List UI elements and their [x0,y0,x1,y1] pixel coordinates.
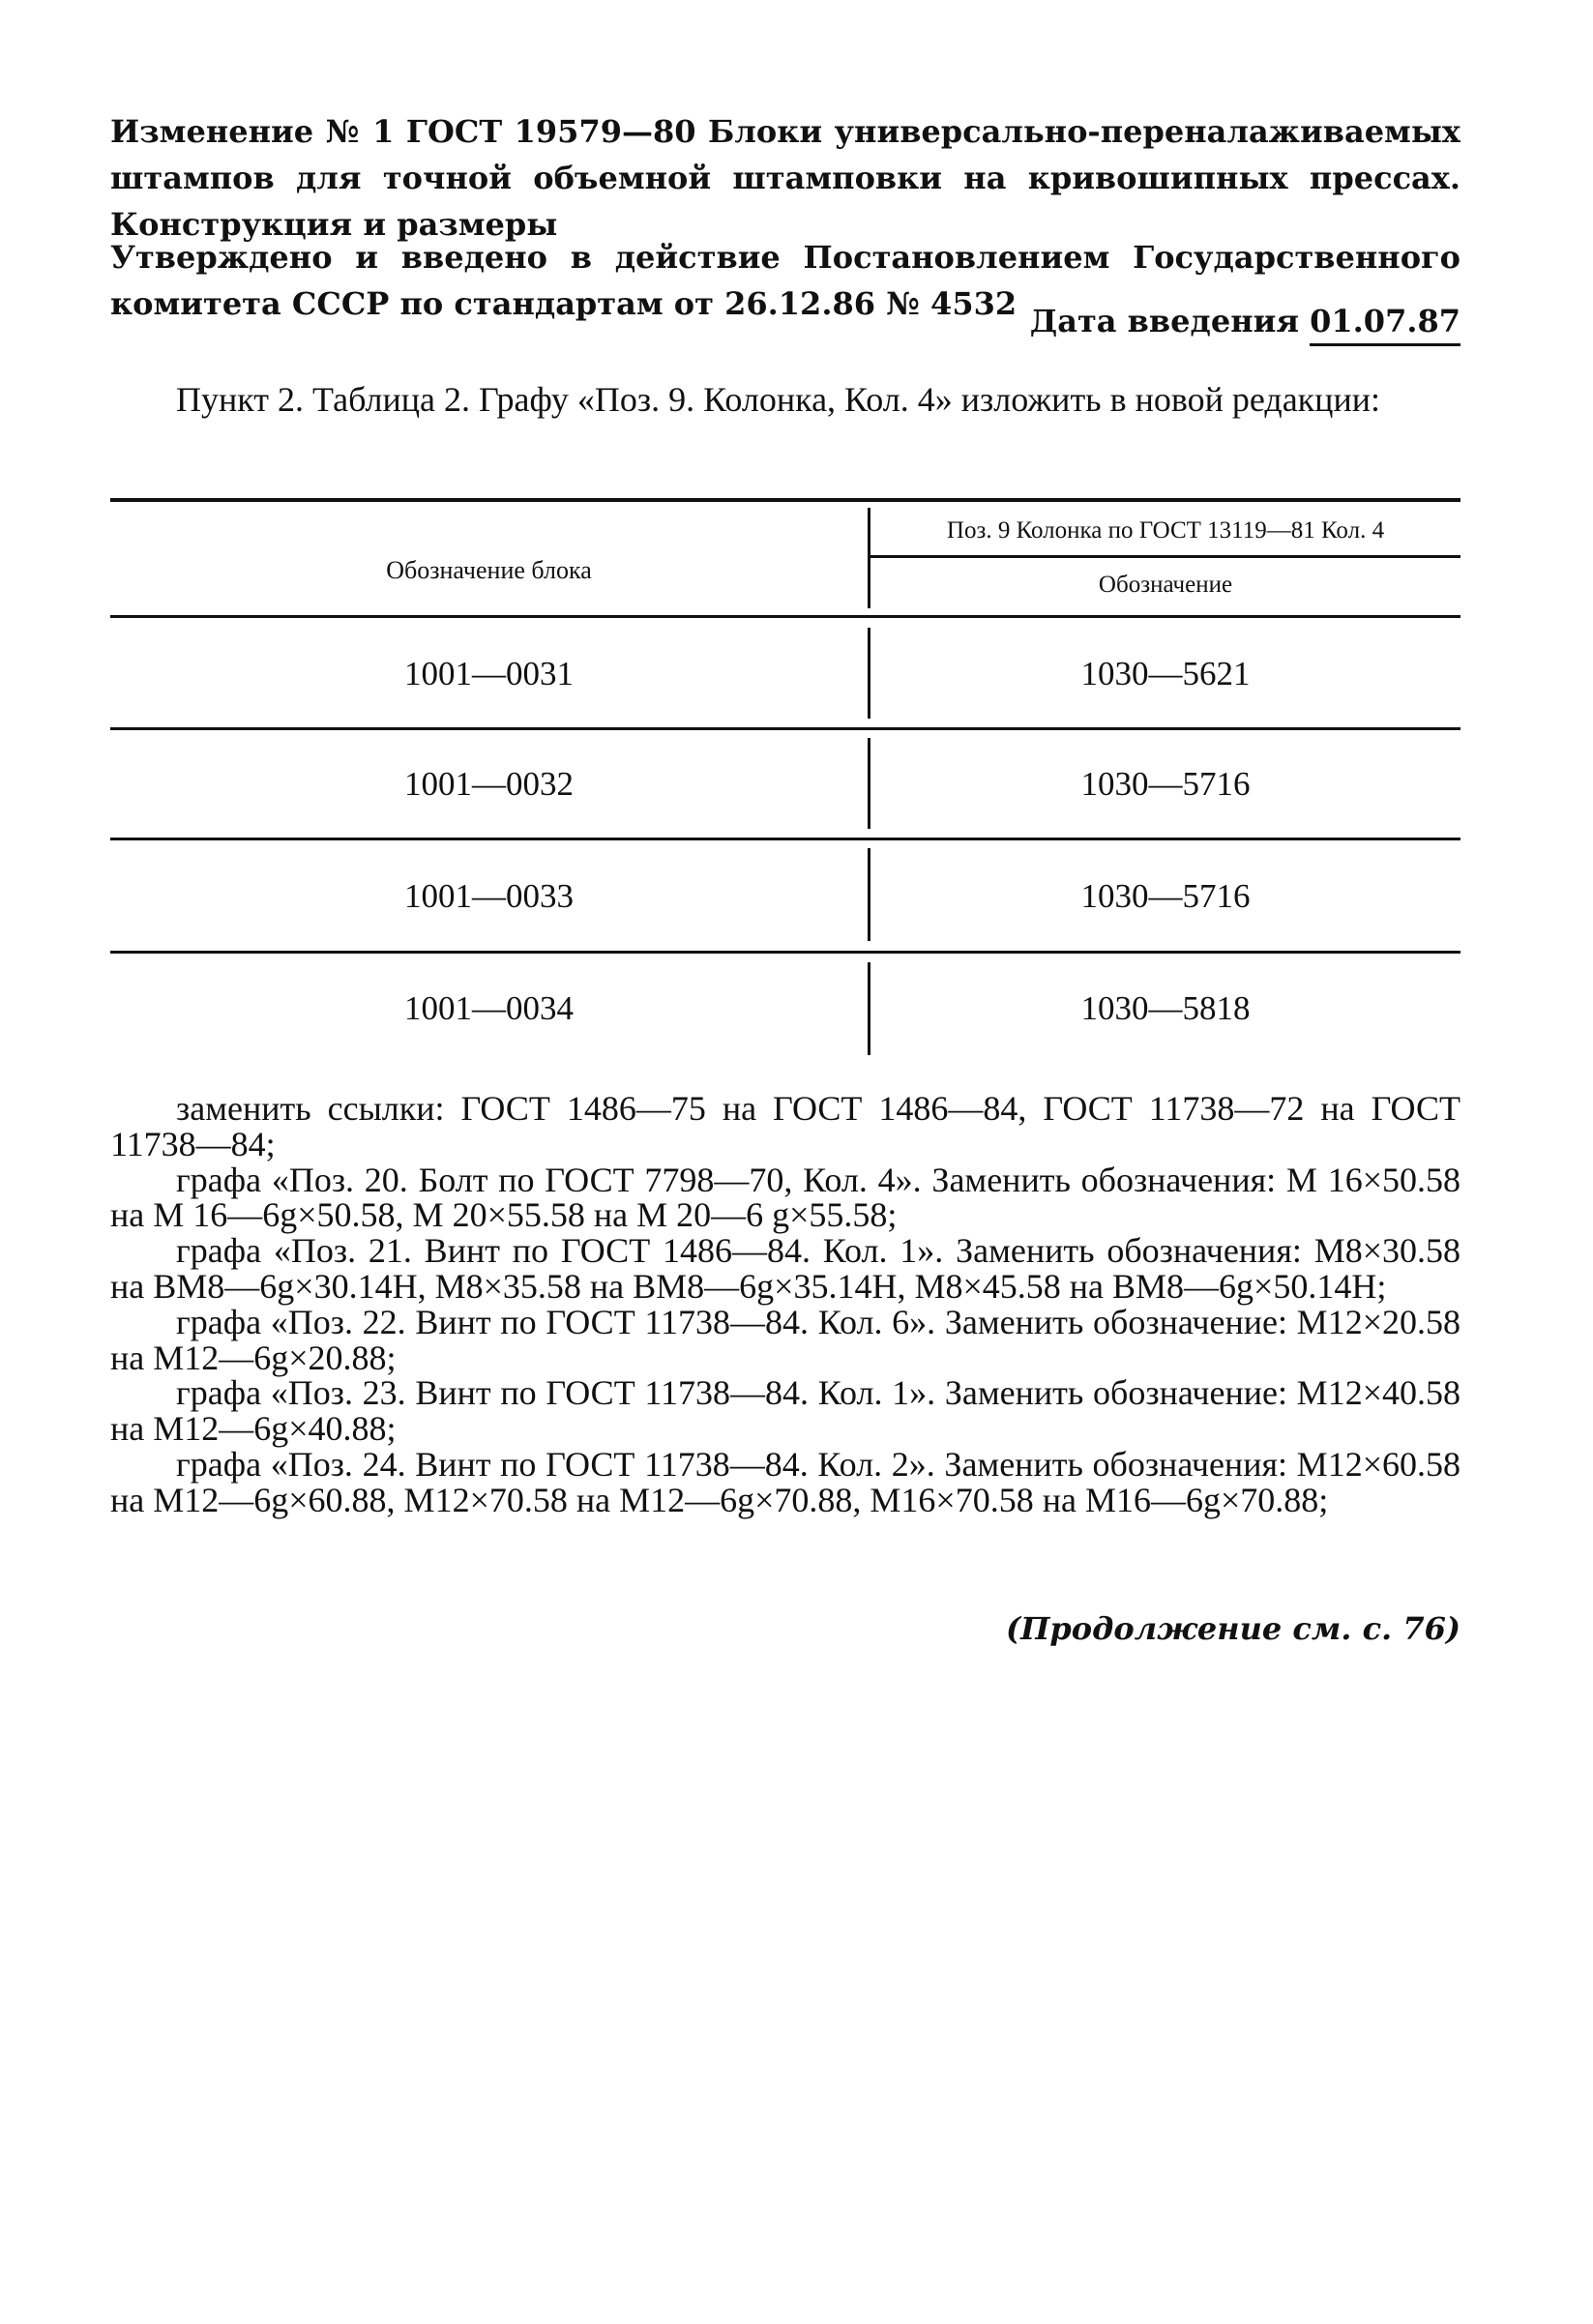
amendment-paragraph: графа «Поз. 20. Болт по ГОСТ 7798—70, Кол. 4». Заменить обозначения: М 16×50.58 на М 16—6g×50.58, М 20×55.58 на М 20—6 g×55.58; [110,1160,1460,1235]
continuation-note: (Продолжение см. с. 76) [1006,1610,1460,1647]
header-bottom-rule [110,615,1460,618]
document-title: Изменение № 1 ГОСТ 19579—80 Блоки универсально-переналаживаемых штампов для точной объемной штамповки на кривошипных прессах. Конструкция и размеры [110,113,1460,243]
effective-date [1030,298,1460,344]
column-header-designation: Обозначение [1098,572,1233,598]
column-header-block: Обозначение блока [386,556,592,584]
designation-table [110,498,1460,1059]
column-group-header: Поз. 9 Колонка по ГОСТ 13119—81 Кол. 4 [946,517,1385,544]
table-top-rule [110,498,1460,502]
header-sub-rule [868,555,1460,558]
amendment-paragraph: графа «Поз. 24. Винт по ГОСТ 11738—84. Кол. 2». Заменить обозначения: М12×60.58 на М12—6g×60.88, М12×70.58 на М12—6g×70.88, М16×70.58 на М16—6g×70.88; [110,1444,1460,1519]
row-rule [110,838,1460,840]
row-rule [110,727,1460,730]
amendment-paragraph: графа «Поз. 22. Винт по ГОСТ 11738—84. Кол. 6». Заменить обозначение: М12×20.58 на М12—6g×20.88; [110,1302,1460,1377]
intro-paragraph [110,377,1460,422]
table-cell-block: 1001—0032 [404,765,574,803]
table-cell-designation: 1030—5818 [1080,989,1251,1027]
amendment-paragraph: графа «Поз. 21. Винт по ГОСТ 1486—84. Кол. 1». Заменить обозначения: М8×30.58 на ВМ8—6g×30.14Н, М8×35.58 на ВМ8—6g×35.14Н, М8×45.58 на ВМ8—6g×50.14Н; [110,1231,1460,1306]
amendment-paragraph: графа «Поз. 23. Винт по ГОСТ 11738—84. Кол. 1». Заменить обозначение: М12×40.58 на М12—6g×40.88; [110,1373,1460,1449]
approval-statement: Утверждено и введено в действие Постановлением Государственного комитета СССР по стандартам от 26.12.86 № 4532 [110,239,1460,322]
table-cell-block: 1001—0033 [404,877,574,915]
amendment-body [110,1091,1460,1518]
row-rule [110,951,1460,954]
table-cell-designation: 1030—5621 [1080,655,1251,692]
effective-date-value: 01.07.87 [1310,303,1460,346]
table-cell-designation: 1030—5716 [1080,877,1251,915]
table-cell-designation: 1030—5716 [1080,765,1251,803]
effective-date-label: Дата введения [1029,303,1299,339]
table-cell-block: 1001—0031 [404,655,574,692]
amendment-paragraph: заменить ссылки: ГОСТ 1486—75 на ГОСТ 1486—84, ГОСТ 11738—72 на ГОСТ 11738—84; [110,1089,1460,1163]
table-cell-block: 1001—0034 [404,989,574,1027]
intro-text: Пункт 2. Таблица 2. Графу «Поз. 9. Колонка, Кол. 4» изложить в новой редакции: [176,380,1380,419]
